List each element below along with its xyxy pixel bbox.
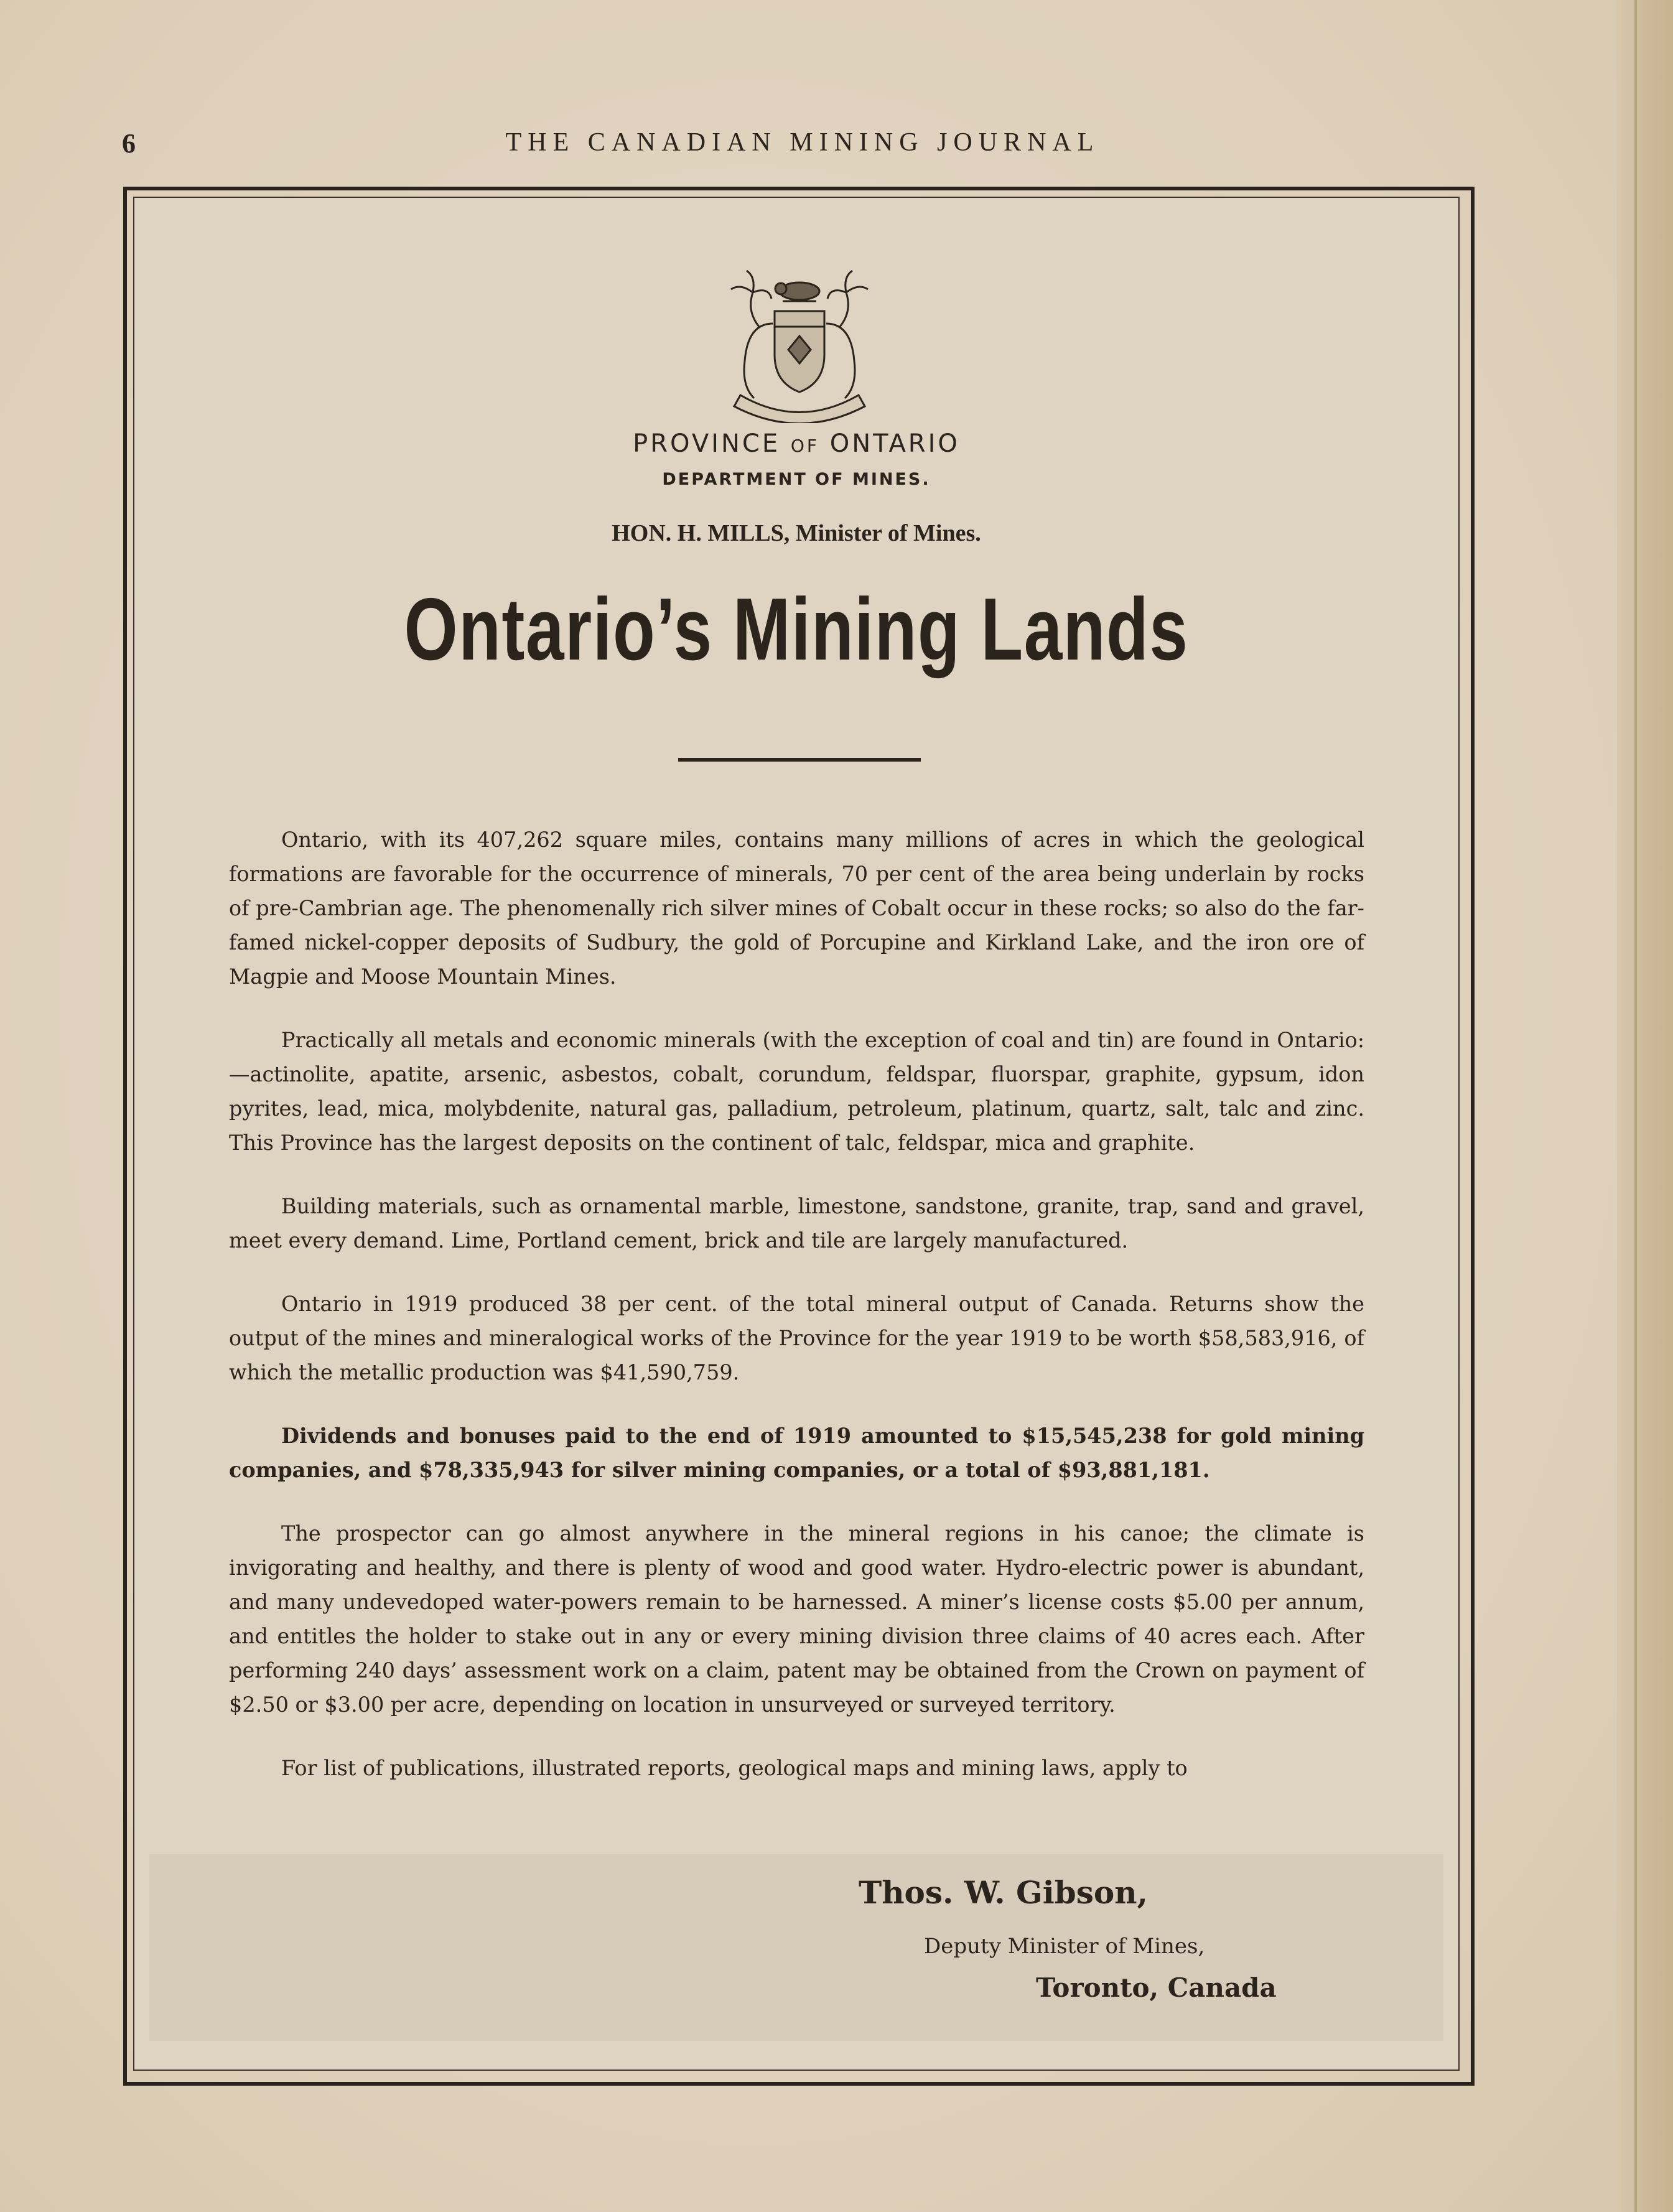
signature-title: Deputy Minister of Mines, [924,1934,1205,1959]
department-heading: DEPARTMENT OF MINES. [662,470,931,489]
province-of-word: OF [790,436,819,456]
body-text [229,823,1364,1785]
province-name: ONTARIO [829,429,960,458]
page-binding-edge [1617,0,1673,2212]
minister-line: HON. H. MILLS, Minister of Mines. [612,520,981,546]
signature-name: Thos. W. Gibson, [859,1874,1148,1911]
paragraph-minerals: Practically all metals and economic minerals (with the exception of coal and tin) are found in Ontario:—actinolite, apatite, arsenic, asbestos, cobalt, corundum, feldspar, fluorspar, graphite, gypsum, idon pyrites, lead, mica, molybdenite, natural gas, palladium, petroleum, platinum, quartz, salt, talc and zinc. This Province has the largest deposits on the continent of talc, feldspar, mica and graphite. [229,1028,1364,1155]
province-word: PROVINCE [633,429,781,458]
binding-fold-line [1634,0,1637,2212]
paragraph-output: Ontario in 1919 produced 38 per cent. of the total mineral output of Canada. Returns show the output of the mines and mineralogical works of the Province for the year 1919 to be worth $58,583,916, of which the metallic production was $41,590,759. [229,1292,1364,1384]
headline: Ontario’s Mining Lands [404,580,1189,679]
headline-rule [678,758,921,762]
province-heading [498,429,1095,458]
paragraph-building-materials: Building materials, such as ornamental marble, limestone, sandstone, granite, trap, sand and gravel, meet every demand. Lime, Portland cement, brick and tile are largely manufactured. [229,1194,1364,1253]
running-head: THE CANADIAN MINING JOURNAL [505,128,1100,157]
ontario-coat-of-arms-icon [715,268,883,423]
paragraph-dividends: Dividends and bonuses paid to the end of 1919 amounted to $15,545,238 for gold mining companies, and $78,335,943 for silver mining companies, or a total of $93,881,181. [229,1424,1364,1482]
paragraph-apply: For list of publications, illustrated reports, geological maps and mining laws, apply to [281,1756,1188,1780]
paragraph-prospector: The prospector can go almost anywhere in the mineral regions in his canoe; the climate is invigorating and healthy, and there is plenty of wood and good water. Hydro-electric power is abundant, and many undevedoped water-powers remain to be harnessed. A miner’s license costs $5.00 per annum, and entitles the holder to stake out in any or every mining division three claims of 40 acres each. After performing 240 days’ assessment work on a claim, patent may be obtained from the Crown on payment of $2.50 or $3.00 per acre, depending on location in unsurveyed or surveyed territory. [229,1521,1364,1717]
paragraph-area: Ontario, with its 407,262 square miles, contains many millions of acres in which the geological formations are favorable for the occurrence of minerals, 70 per cent of the area being underlain by rocks of pre-Cambrian age. The phenomenally rich silver mines of Cobalt occur in these rocks; so also do the far-famed nickel-copper deposits of Sudbury, the gold of Porcupine and Kirkland Lake, and the iron ore of Magpie and Moose Mountain Mines. [229,828,1364,989]
signature-place: Toronto, Canada [1036,1972,1277,2003]
page-number: 6 [122,128,136,159]
